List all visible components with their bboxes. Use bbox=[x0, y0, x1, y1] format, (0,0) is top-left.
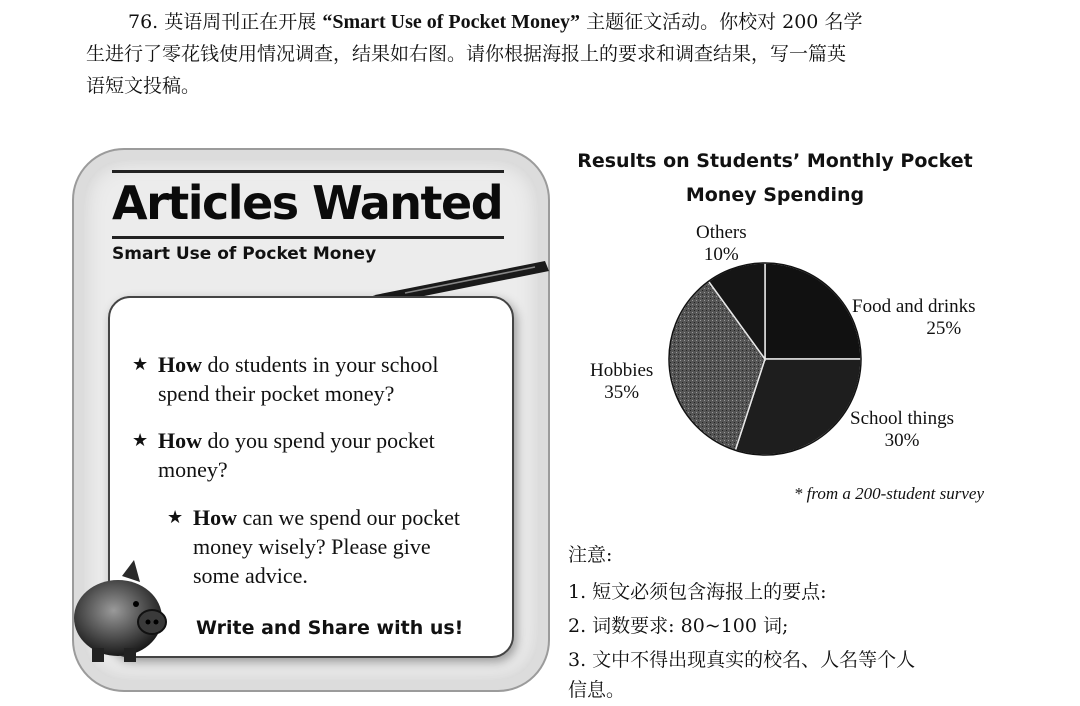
poster-top-rule bbox=[112, 170, 504, 173]
bullet-2 bbox=[132, 426, 435, 484]
slice-value-hobbies: 35% bbox=[604, 382, 640, 403]
pie-chart bbox=[664, 260, 866, 458]
notes-item-3: 3. 文中不得出现真实的校名、人名等个人 bbox=[568, 649, 916, 671]
bullet-3-text-c: some advice. bbox=[193, 563, 308, 588]
question-line-3: 语短文投稿。 bbox=[86, 75, 201, 97]
bullet-3-bold: How bbox=[193, 505, 237, 530]
slice-label-hobbies bbox=[590, 360, 653, 404]
question-number: 76. bbox=[128, 11, 159, 33]
survey-footnote: * from a 200-student survey bbox=[793, 484, 984, 503]
slice-label-food bbox=[852, 296, 976, 340]
slice-name-others: Others bbox=[696, 222, 747, 243]
poster-subtitle: Smart Use of Pocket Money bbox=[112, 244, 377, 264]
star-icon: ★ bbox=[132, 354, 149, 374]
star-icon: ★ bbox=[167, 507, 184, 527]
notes-item-2: 2. 词数要求: 80~100 词; bbox=[568, 615, 789, 637]
slice-name-school: School things bbox=[850, 408, 954, 429]
question-intro: 英语周刊正在开展 bbox=[164, 11, 317, 33]
bullet-2-text-a: do you spend your pocket bbox=[202, 428, 435, 453]
piggy-bank-icon bbox=[72, 556, 170, 666]
notes-item-3-cont: 信息。 bbox=[568, 679, 626, 701]
chart-title-line-2: Money Spending bbox=[685, 184, 865, 206]
slice-value-others: 10% bbox=[703, 244, 739, 265]
poster-title: Articles Wanted bbox=[112, 176, 503, 230]
chart-title-line-1: Results on Students’ Monthly Pocket bbox=[577, 150, 973, 172]
star-icon: ★ bbox=[132, 430, 149, 450]
essay-theme: “Smart Use of Pocket Money” bbox=[322, 11, 581, 33]
bullet-1-bold: How bbox=[158, 352, 202, 377]
slice-value-food: 25% bbox=[926, 318, 962, 339]
question-line-1 bbox=[128, 8, 862, 36]
share-slogan: Write and Share with us! bbox=[196, 617, 464, 639]
slice-label-others bbox=[696, 222, 747, 266]
question-intro-cont: 主题征文活动。你校对 200 名学 bbox=[586, 11, 863, 33]
bullet-3-bold-b: money wisely bbox=[193, 534, 316, 559]
slice-name-hobbies: Hobbies bbox=[590, 360, 654, 381]
notes-item-1: 1. 短文必须包含海报上的要点: bbox=[568, 581, 827, 603]
question-line-2: 生进行了零花钱使用情况调查，结果如右图。请你根据海报上的要求和调查结果，写一篇英 bbox=[86, 43, 847, 65]
slice-name-food: Food and drinks bbox=[852, 296, 976, 317]
bullet-2-text-b: money? bbox=[158, 457, 228, 482]
pie-slice-food-and-drinks bbox=[765, 263, 861, 359]
poster-mid-rule bbox=[112, 236, 504, 239]
bullet-3-text-b: ? Please give bbox=[315, 534, 431, 559]
bullet-1-text-a: do students in your school bbox=[202, 352, 439, 377]
notes-heading: 注意: bbox=[568, 544, 613, 566]
slice-label-school bbox=[850, 408, 954, 452]
bullet-2-bold: How bbox=[158, 428, 202, 453]
slice-value-school: 30% bbox=[884, 430, 920, 451]
bullet-3 bbox=[167, 503, 460, 590]
bullet-1-text-b: spend their pocket money? bbox=[158, 381, 395, 406]
bullet-1 bbox=[132, 350, 439, 408]
bullet-3-text-a: can we spend our pocket bbox=[237, 505, 460, 530]
